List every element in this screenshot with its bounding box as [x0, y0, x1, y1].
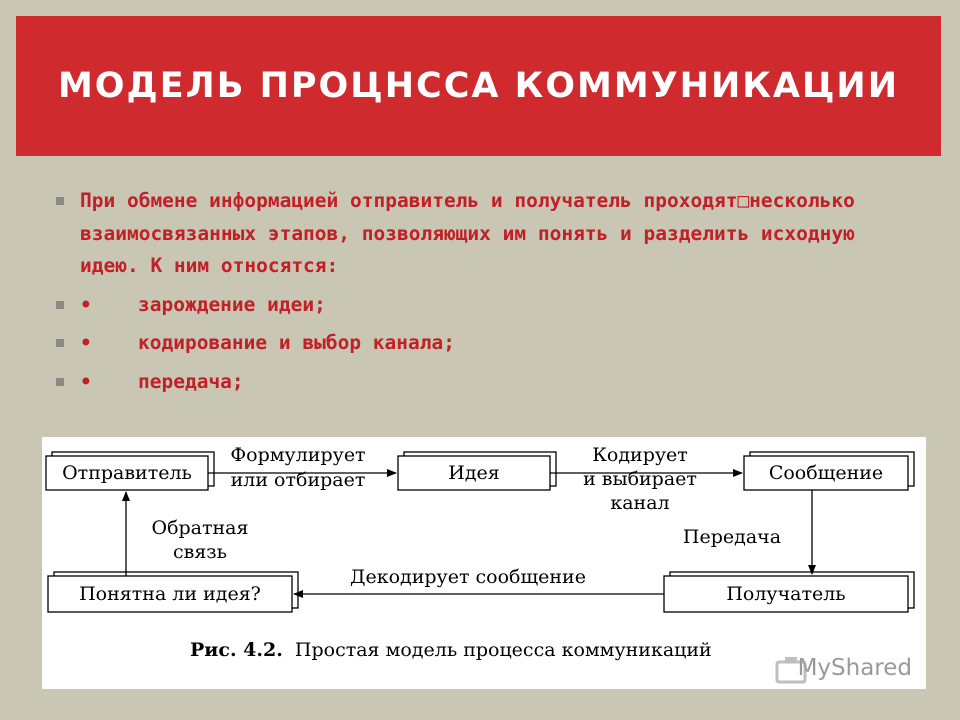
label-feedback-2: связь [172, 541, 228, 563]
label-encodes-1: Кодирует [592, 444, 688, 466]
bullet-item-text: зарождение идеи; [138, 292, 326, 316]
bullet-item-text: кодирование и выбор канала; [138, 331, 455, 354]
node-sender [46, 452, 214, 490]
bullet-item [56, 366, 916, 399]
bullet-dot: • [80, 292, 92, 316]
node-message-label: Сообщение [768, 462, 884, 484]
intro-text: При обмене информацией отправитель и получатель проходят□несколько взаимосвязанных этапов, позволяющих им понять и разделить исходную идею. К ним относятся: [80, 189, 855, 277]
figure-caption [190, 639, 712, 661]
label-decodes: Декодирует сообщение [350, 566, 586, 588]
diagram-svg [42, 437, 926, 689]
bullet-dot: • [80, 369, 92, 393]
label-formulates-1: Формулирует [230, 444, 366, 466]
node-understood-label: Понятна ли идея? [79, 583, 261, 605]
node-understood [48, 572, 298, 612]
bullet-square-icon [56, 378, 64, 386]
bullet-item-text: передача; [138, 369, 244, 393]
bullet-dot: • [80, 331, 92, 354]
node-message [744, 452, 914, 490]
node-sender-label: Отправитель [62, 462, 192, 484]
label-transmission: Передача [682, 526, 782, 548]
node-idea-label: Идея [448, 462, 500, 484]
figure-caption-text: Простая модель процесса коммуникаций [294, 639, 712, 661]
node-receiver [664, 572, 914, 612]
title-bar [16, 16, 941, 156]
node-idea [398, 452, 556, 490]
watermark-text: MyShared [797, 655, 912, 681]
bullet-square-icon [56, 197, 64, 205]
label-encodes-2: и выбирает [583, 468, 697, 490]
label-formulates-2: или отбирает [230, 469, 366, 491]
bullet-item [56, 327, 916, 360]
slide-title: МОДЕЛЬ ПРОЦНССА КОММУНИКАЦИИ [57, 66, 900, 106]
bullet-list [56, 185, 916, 404]
node-receiver-label: Получатель [726, 583, 846, 605]
label-encodes-3: канал [610, 492, 670, 514]
label-feedback-1: Обратная [151, 517, 249, 539]
communication-diagram [42, 437, 926, 689]
bullet-square-icon [56, 339, 64, 347]
figure-caption-number: Рис. 4.2. [190, 639, 283, 661]
bullet-intro [56, 185, 916, 283]
bullet-square-icon [56, 301, 64, 309]
bullet-item [56, 289, 916, 322]
